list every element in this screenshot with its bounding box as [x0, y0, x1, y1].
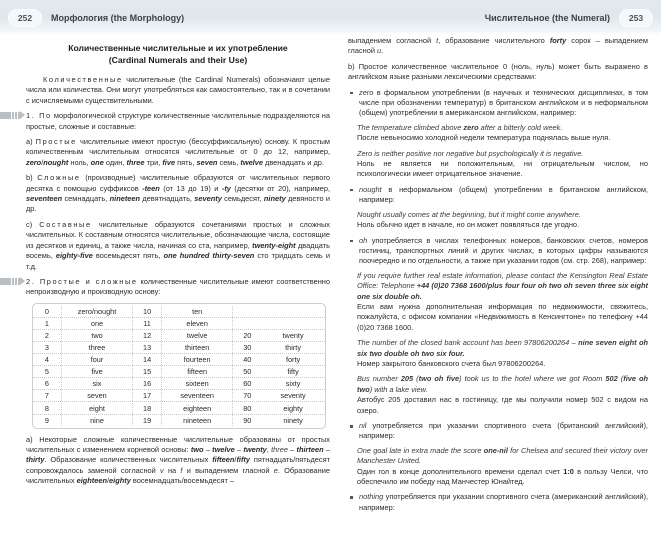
word-nought: nought	[359, 184, 382, 194]
word-zero: zero	[359, 87, 374, 97]
item-b-spaced: Сложные	[37, 173, 81, 183]
intro-spaced: Количественные	[43, 75, 123, 84]
cell-n2: 15	[132, 366, 161, 377]
word-nil: nil	[359, 421, 367, 430]
cell-n3	[232, 306, 261, 317]
bullet-zero: zero в формальном употреблении (в научных и технических дисциплинах, в том числе при обозначении температур) в британском английском и в неформальном (общем) употреблении в американском английском, например:	[348, 88, 648, 119]
running-title-left: Морфология (the Morphology)	[51, 13, 185, 23]
cell-w3: seventy	[280, 391, 306, 401]
item-1-rest: морфологической структуре количественные числительные подразделяются на простые, сложные и составные:	[26, 111, 330, 131]
numeral-three: three	[126, 157, 145, 167]
right-item-b-text: Простое количественное числительное 0 (ноль, нуль) может быть выражено в английском языке разными лексическими средствами:	[348, 61, 648, 82]
cell-w1: four	[61, 354, 132, 365]
numeral-twelve: twelve	[240, 157, 263, 167]
item-c-paragraph: c) Составные числительные образуются сочетаниями простых и сложных числительных. К составным относятся числительные, обозначающие числа, состоящие из десятков и единиц, а также числа, начиная со ста, например, twenty-eight двадцать восемь, eighty-five восемьдесят пять, one hundred thirty-seven сто тридцать семь и т.д.	[26, 219, 330, 271]
item-a-t1: числительные имеют простую (бессуффиксальную) основу. К простым количественным числительным относятся числительные от 0 до 12, например,	[26, 137, 330, 157]
cell-n1: 9	[44, 415, 49, 425]
bullet-nought: nought в неформальном (общем) употреблении в британском английском, например:	[348, 185, 648, 206]
cell-n2: 19	[132, 415, 161, 426]
numeral-eighteen: eighteen	[76, 476, 107, 486]
cell-n1: 8	[44, 403, 49, 413]
numeral-fifteen: fifteen	[212, 455, 235, 465]
example-english: One goal late in extra made the score one-nil for Chelsea and secured their victory over Manchester United.	[357, 445, 648, 466]
numeral-seventeen: seventeen	[26, 194, 63, 204]
example-english: Bus number 205 (two oh five) took us to the hotel where we got Room 502 (five oh two) with a lake view.	[357, 374, 649, 394]
cell-w3: twenty	[282, 330, 304, 340]
table-row	[33, 353, 325, 365]
example-english: If you require further real estate information, please contact the Kensington Real Estate Office: Telephone +44 (0)20 7368 1600/plus four four oh two oh seven three six eight one six double oh.	[357, 270, 648, 301]
running-title-right: Числительное (the Numeral)	[484, 13, 610, 23]
bullet-oh: oh употребляется в числах телефонных номеров, банковских счетов, номеров гостиниц, транспортных линий и других числах, в которых цифры называются поочередно и по отдельности, а также при указании годов (см. стр. 268), например:	[348, 236, 648, 267]
cell-w1: three	[61, 342, 132, 353]
margin-arrow-icon	[0, 111, 24, 120]
cell-n2: 17	[132, 390, 161, 401]
cell-n2: 14	[132, 354, 161, 365]
item-a-spaced: Простые	[35, 137, 77, 147]
numeral-seventy: seventy	[194, 194, 222, 204]
cell-n3: 20	[232, 330, 261, 341]
intro-rest: числительные (the Cardinal Numerals) обозначают целые числа или количества. Они могут употребляться как самостоятельно, так и в сочетании с исчисляемыми существительными.	[26, 75, 330, 105]
example-nought	[348, 210, 648, 231]
numeral-thirteen: thirteen	[296, 445, 324, 455]
cell-n3: 80	[232, 403, 261, 414]
letter-f: f	[180, 465, 183, 475]
bullet-nil: nil употребляется при указании спортивного счета (британский английский), например:	[348, 421, 648, 442]
cell-w3: ninety	[283, 415, 303, 425]
bus-number-spelled: two oh five	[418, 374, 460, 384]
cell-n2: 12	[132, 330, 161, 341]
table-row	[33, 365, 325, 377]
cell-n3: 70	[232, 390, 261, 401]
example-russian: После невыносимо холодной недели температура поднялась выше нуля.	[357, 133, 611, 143]
cell-w3: forty	[285, 355, 301, 365]
right-item-b-label: b)	[348, 61, 359, 71]
account-number-spelled: nine seven eight oh six two double oh two six four.	[357, 338, 648, 358]
cell-n1: 7	[44, 391, 49, 401]
cell-n2: 18	[132, 403, 161, 414]
cell-w2: thirteen	[161, 342, 232, 353]
numeral-twenty-eight: twenty-eight	[252, 240, 296, 250]
example-english: Zero is neither positive nor negative but psychologically it is negative.	[357, 148, 584, 158]
cell-n1: 1	[44, 318, 49, 328]
table-row	[33, 401, 325, 413]
letter-v: v	[160, 465, 164, 475]
item-1-paragraph	[26, 111, 330, 132]
numeral-zero: zero	[26, 157, 42, 167]
page-number-right: 253	[619, 9, 653, 27]
word-oh: oh	[359, 235, 368, 245]
item-1-spaced: 1. По	[26, 111, 52, 121]
word-nothing: nothing	[359, 492, 384, 502]
letter-t: t	[436, 36, 439, 45]
item-2-rest: количественные числительные имеют соответственно непроизводную и производную основу:	[26, 276, 330, 297]
suffix-ty: -ty	[221, 183, 231, 193]
numeral-one-hundred-thirty-seven: one hundred thirty-seven	[163, 251, 255, 261]
running-header-right	[485, 9, 653, 27]
score-one-nil: one-nil	[483, 445, 508, 455]
page-title	[26, 42, 330, 66]
cell-n3	[232, 318, 261, 329]
item-c-label: c)	[26, 219, 40, 229]
numeral-eighty: eighty	[109, 476, 131, 486]
cell-w1: two	[61, 330, 132, 341]
example-oh-bus	[348, 374, 648, 416]
example-russian: Один гол в конце дополнительного времени сделал счет 1:0 в пользу Челси, что обеспечило им победу над Манчестер Юнайтед.	[357, 466, 649, 487]
cell-w1: zero/nought	[61, 306, 132, 317]
numeral-three: three	[271, 445, 288, 455]
cell-w2: fourteen	[161, 354, 232, 365]
cell-w3: eighty	[283, 403, 303, 413]
cell-n1: 3	[44, 343, 49, 353]
numeral-nineteen: nineteen	[109, 194, 141, 204]
numeral-forty: forty	[549, 36, 567, 45]
cell-w2: seventeen	[161, 390, 232, 401]
example-english: The number of the closed bank account has been 97806200264 – nine seven eight oh six two double oh two six four.	[357, 338, 648, 358]
table-row	[33, 306, 325, 317]
cell-w1: five	[61, 366, 132, 377]
numerals-table	[32, 303, 326, 429]
page-title-line2: (Cardinal Numerals and their Use)	[108, 55, 248, 65]
letter-e: e	[273, 465, 278, 475]
example-russian: Ноль обычно идет в начале, но он может появляться где угодно.	[357, 220, 580, 230]
item-2-spaced: 2. Простые и сложные	[26, 276, 138, 286]
cell-w2: eighteen	[161, 403, 232, 414]
table-row	[33, 414, 325, 426]
cell-n3: 50	[232, 366, 261, 377]
numeral-twenty: twenty	[243, 445, 267, 455]
example-russian: Если вам нужна дополнительная информация по недвижимости, свяжитесь, пожалуйста, с офисом компании «Недвижимость в Кенсингтоне» по телефону +44 (0)20 7368 1600.	[357, 301, 648, 332]
cell-w3: thirty	[285, 343, 301, 353]
numeral-ninety: ninety	[263, 194, 286, 204]
cell-w1: seven	[61, 390, 132, 401]
table-row	[33, 317, 325, 329]
highlight-zero: zero	[463, 122, 479, 132]
table-row	[33, 341, 325, 353]
cell-w1: six	[61, 378, 132, 389]
cell-n1: 5	[44, 367, 49, 377]
letter-u: u	[377, 46, 382, 56]
right-text-column	[348, 36, 648, 517]
cell-w2: ten	[161, 306, 232, 317]
table-row	[33, 389, 325, 401]
item-c-spaced: Составные	[39, 219, 92, 229]
example-zero-1	[348, 123, 648, 144]
example-english: The temperature climbed above zero after a bitterly cold week.	[357, 122, 563, 132]
example-russian: Автобус 205 доставил нас в гостиницу, где мы получили номер 502 с видом на озеро.	[357, 395, 648, 415]
example-english: Nought usually comes at the beginning, but it might come anywhere.	[357, 209, 581, 219]
item-b-label: b)	[26, 173, 38, 183]
phone-number: +44 (0)20 7368 1600	[416, 281, 486, 291]
running-header-left	[8, 9, 184, 27]
cell-n1: 0	[44, 306, 49, 316]
cell-w2: fifteen	[161, 366, 232, 377]
cell-n2: 16	[132, 378, 161, 389]
right-item-b-paragraph	[348, 62, 648, 83]
cell-w3: sixty	[285, 379, 301, 389]
cell-w1: nine	[61, 415, 132, 426]
numeral-fifty: fifty	[236, 455, 251, 465]
item-a-paragraph: a) Простые числительные имеют простую (бессуффиксальную) основу. К простым количественным числительным относятся числительные от 0 до 12, например, zero/nought ноль, one один, three три, five пять, seven семь, twelve двенадцать и др.	[26, 137, 330, 167]
numeral-two: two	[190, 445, 204, 455]
bullet-nothing: nothing употребляется при указании спортивного счета (американский английский), например:	[348, 492, 648, 513]
item-2-paragraph	[26, 277, 330, 298]
item-a-label: a)	[26, 137, 36, 147]
numeral-twelve: twelve	[212, 445, 235, 455]
suffix-teen: -teen	[142, 183, 160, 193]
room-number-spelled: five oh two	[357, 374, 649, 394]
example-russian: Ноль не является ни положительным, ни отрицательным числом, но психологически имеет отрицательное значение.	[357, 159, 648, 179]
margin-arrow-icon	[0, 277, 24, 286]
cell-w2: twelve	[161, 330, 232, 341]
phone-number-spelled: /plus four four oh two oh seven three six eight one six double oh.	[357, 281, 648, 301]
page-number-left: 252	[8, 9, 42, 27]
cell-n1: 2	[44, 330, 49, 340]
cell-n3: 40	[232, 354, 261, 365]
cell-n2: 13	[132, 342, 161, 353]
cell-w3: fifty	[287, 367, 299, 377]
numeral-one: one	[90, 157, 104, 167]
example-zero-2	[348, 149, 648, 180]
numeral-nought: nought	[43, 157, 69, 167]
cell-n3: 30	[232, 342, 261, 353]
continuation-paragraph: выпадением согласной t, образование числительного forty сорок – выпадением гласной u.	[348, 36, 648, 56]
table-row	[33, 329, 325, 341]
cell-n3: 60	[232, 378, 261, 389]
cell-w1: eight	[61, 403, 132, 414]
numeral-thirty: thirty	[26, 455, 45, 465]
cell-n1: 4	[44, 355, 49, 365]
intro-paragraph	[26, 75, 330, 106]
cell-w1: one	[61, 318, 132, 329]
example-russian: Номер закрытого банковского счета был 97806200264.	[357, 358, 546, 368]
cell-n2: 10	[132, 306, 161, 317]
item-a2-paragraph: a) Некоторые сложные количественные числительные образованы от простых числительных с изменением корневой основы: two – twelve – twenty, three – thirteen – thirty. Образование количественных числительных fifteen/fifty пятнадцать/пятьдесят сопровождалось заменой согласной v на f и выпадением гласной e. Образование числительных eighteen/eighty восемнадцать/восемьдесят –	[26, 434, 330, 486]
example-oh-phone	[348, 271, 648, 333]
room-number: 502	[605, 374, 618, 384]
example-oh-bank	[348, 338, 648, 369]
numeral-five: five	[162, 157, 176, 167]
cell-n3: 90	[232, 415, 261, 426]
page-title-line1: Количественные числительные и их употребление	[68, 43, 288, 53]
numeral-seven: seven	[196, 157, 218, 167]
table-row	[33, 377, 325, 389]
bus-number: 205	[400, 374, 414, 384]
cell-w2: sixteen	[161, 378, 232, 389]
cell-n1: 6	[44, 379, 49, 389]
cell-n2: 11	[132, 318, 161, 329]
cell-w2: nineteen	[161, 415, 232, 426]
example-nil	[348, 446, 648, 488]
score-1-0: 1:0	[563, 466, 574, 476]
item-a2-label: a)	[26, 434, 40, 444]
numeral-eighty-five: eighty-five	[55, 251, 93, 261]
cell-w2: eleven	[161, 318, 232, 329]
left-text-column	[26, 36, 330, 492]
item-b-paragraph: b) Сложные (производные) числительные образуются от числительных первого десятка с помощью суффиксов -teen (от 13 до 19) и -ty (десятки от 20), например, seventeen семнадцать, nineteen девятнадцать, seventy семьдесят, ninety девяносто и др.	[26, 173, 331, 214]
